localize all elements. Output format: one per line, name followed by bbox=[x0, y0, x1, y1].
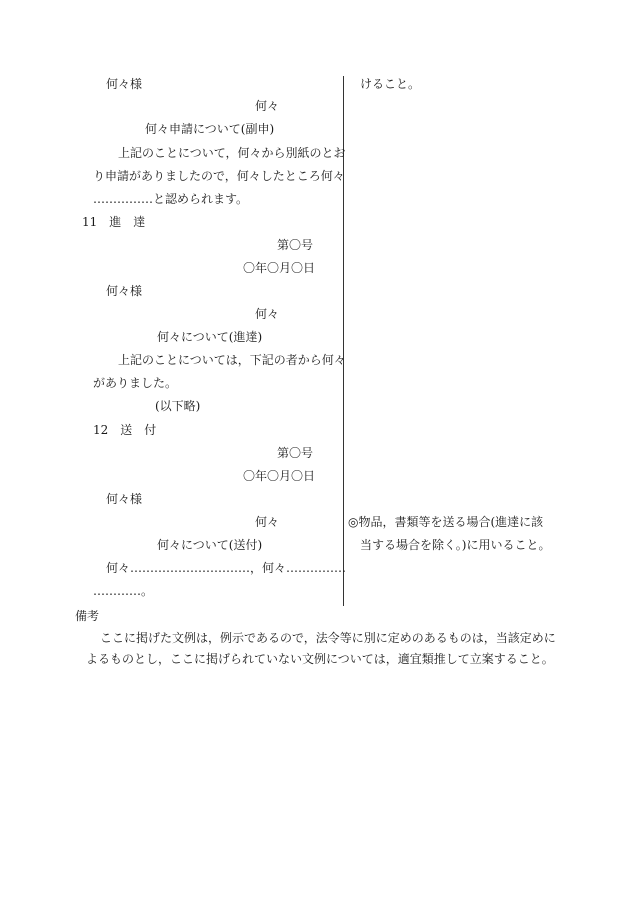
section-12-heading: 12 送 付 bbox=[93, 423, 157, 437]
section-11-omitted: (以下略) bbox=[155, 399, 201, 413]
section-11-body-line-2: がありました。 bbox=[93, 376, 178, 390]
remarks-line-1: ここに掲げた文例は，例示であるので，法令等に別に定めのあるものは，当該定めに bbox=[100, 631, 556, 645]
note-12-line-1: ◎物品，書類等を送る場合(進達に該 bbox=[348, 515, 544, 529]
remarks-heading: 備考 bbox=[75, 609, 100, 623]
section-12-number: 第〇号 bbox=[277, 446, 314, 460]
section-11-number: 第〇号 bbox=[277, 238, 314, 252]
addressee-1: 何々様 bbox=[106, 77, 143, 91]
section-11-subject: 何々について(進達) bbox=[157, 330, 263, 344]
section-11-addressee: 何々様 bbox=[106, 284, 143, 298]
note-12-line-2: 当する場合を除く。)に用いること。 bbox=[360, 538, 551, 552]
section-12-body-line-1: 何々…………………………，何々…………… bbox=[106, 561, 347, 575]
section-12-body-line-2: …………。 bbox=[93, 584, 154, 598]
section-11-body-line-1: 上記のことについては，下記の者から何々 bbox=[118, 353, 346, 367]
section-12-addressee: 何々様 bbox=[106, 492, 143, 506]
body-1-line-1: 上記のことについて，何々から別紙のとお bbox=[118, 146, 346, 160]
section-12-date: 〇年〇月〇日 bbox=[243, 469, 316, 483]
sender-1: 何々 bbox=[255, 99, 280, 113]
section-12-subject: 何々について(送付) bbox=[157, 538, 263, 552]
body-1-line-3: ……………と認められます。 bbox=[93, 192, 249, 206]
note-top: けること。 bbox=[360, 77, 421, 91]
body-1-line-2: り申請がありましたので，何々したところ何々 bbox=[93, 169, 345, 183]
remarks-line-2: よるものとし，ここに掲げられていない文例については，適宜類推して立案すること。 bbox=[86, 652, 554, 666]
section-11-date: 〇年〇月〇日 bbox=[243, 261, 316, 275]
section-12-sender: 何々 bbox=[255, 515, 280, 529]
subject-1: 何々申請について(副申) bbox=[145, 122, 275, 136]
section-11-sender: 何々 bbox=[255, 307, 280, 321]
section-11-heading: 11 進 達 bbox=[82, 215, 146, 229]
